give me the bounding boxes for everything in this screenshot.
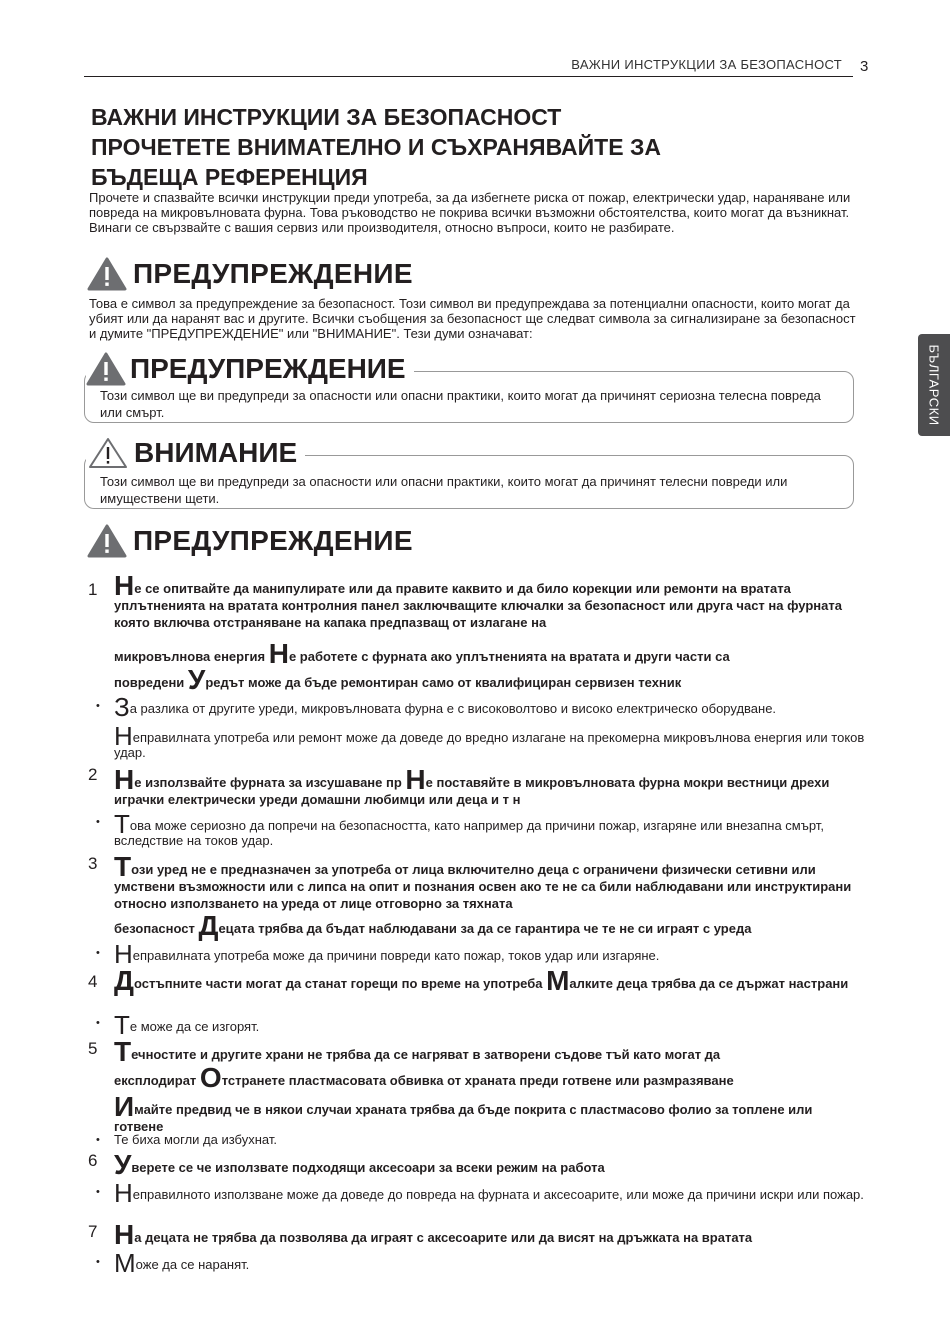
bullet: • <box>96 1134 100 1146</box>
drop-cap: Т <box>114 1010 130 1040</box>
item-1-part-5: Уредът може да бъде ремонтиран само от квалифициран сервизен техник <box>187 664 682 695</box>
drop-cap: Н <box>405 764 426 795</box>
drop-cap: Н <box>114 764 135 795</box>
item-1-part-3: Не работете с фурната ако уплътненията на вратата и други части са <box>268 638 730 669</box>
drop-cap: Н <box>114 1178 133 1208</box>
language-tab-label: БЪЛГАРСКИ <box>926 344 942 426</box>
item-number: 1 <box>88 580 98 599</box>
item-3-text-b <box>114 910 854 941</box>
drop-cap: Т <box>114 851 132 882</box>
drop-cap: З <box>114 692 130 722</box>
item-3-part-3: Децата трябва да бъдат наблюдавани за да се гарантира че те не си играят с уреда <box>198 910 752 941</box>
page-number: 3 <box>860 58 869 75</box>
item-6-text: Уверете се че използвате подходящи аксесоари за всеки режим на работа <box>114 1149 605 1180</box>
title-line-2: ПРОЧЕТЕТЕ ВНИМАТЕЛНО И СЪХРАНЯВАЙТЕ ЗА <box>91 134 661 160</box>
intro-paragraph: Прочете и спазвайте всички инструкции преди употреба, за да избегнете риска от пожар, електрически удар, нараняване или повреда на микровълновата фурна. Това ръководство не покрива всички възможни обстоятелства, които могат да възникнат. Винаги се свързвайте с вашия сервиз или производителя, относно въпроси, които не разбирате. <box>89 190 851 235</box>
drop-cap: Т <box>114 809 130 839</box>
item-5-text-b <box>114 1062 854 1093</box>
item-6-note: Неправилното използване може да доведе до повреда на фурната и аксесоарите, или може да причини искри или пожар. <box>114 1178 864 1208</box>
drop-cap: Н <box>114 1219 135 1250</box>
drop-cap: М <box>114 1248 136 1278</box>
item-2-note: Това може сериозно да попречи на безопасността, като например да причини пожар, изгаряне или внезапна смърт, вследствие на токов удар. <box>114 809 824 848</box>
item-7-note: Може да се наранят. <box>114 1248 250 1278</box>
box-warning-heading <box>86 352 414 386</box>
drop-cap: У <box>187 664 206 695</box>
item-number: 4 <box>88 972 98 991</box>
item-7-text: На децата не трябва да позволява да играят с аксесоарите или да висят на дръжката на вратата <box>114 1219 753 1250</box>
bullet: • <box>96 1256 100 1268</box>
item-4-part-2: Малките деца трябва да се държат настрани <box>546 965 849 996</box>
drop-cap: И <box>114 1091 135 1122</box>
item-number: 6 <box>88 1151 98 1170</box>
warning-heading-2-label: ПРЕДУПРЕЖДЕНИЕ <box>133 525 413 556</box>
item-1-text-b <box>114 638 854 669</box>
item-4-part-1: Достъпните части могат да станат горещи по време на употреба <box>114 965 547 996</box>
drop-cap: Н <box>114 721 133 751</box>
drop-cap: Т <box>114 1036 132 1067</box>
item-2-part-2: Не поставяйте в микровълновата фурна мокри вестници дрехи играчки електрически уреди домашни любимци или деца и т н <box>114 764 830 807</box>
drop-cap: Н <box>114 939 133 969</box>
caution-triangle-icon <box>86 436 130 470</box>
bullet: • <box>96 1186 100 1198</box>
item-1-part-4: повредени <box>114 675 188 690</box>
item-number: 3 <box>88 854 98 873</box>
box-warning-text: Този символ ще ви предупреди за опасности или опасни практики, които могат да причинят сериозна телесна повреда или смърт. <box>100 388 821 420</box>
symbol-explanation: Това е символ за предупреждение за безопасност. Този символ ви предупреждава за потенциални опасности, които могат да убият или да наранят вас и другите. Всички съобщения за безопасност ще следват символа за сигнализиране за безопасност и думите "ПРЕДУПРЕЖДЕНИЕ" или "ВНИМАНИЕ". Тези думи означават: <box>89 296 856 341</box>
item-4-text <box>114 965 854 996</box>
header-rule <box>84 76 853 77</box>
page-title <box>91 102 661 192</box>
warning-heading-2 <box>87 524 413 558</box>
running-header: ВАЖНИ ИНСТРУКЦИИ ЗА БЕЗОПАСНОСТ <box>571 57 842 72</box>
bullet: • <box>96 700 100 712</box>
item-5-part-2: експлодират <box>114 1073 200 1088</box>
item-2-part-1: Не използвайте фурната за изсушаване пр <box>114 764 406 795</box>
item-number: 2 <box>88 765 98 784</box>
box-caution-label: ВНИМАНИЕ <box>134 437 298 468</box>
item-5-part-3: Отстранете пластмасовата обвивка от храната преди готвене или размразяване <box>199 1062 734 1093</box>
box-caution-text: Този символ ще ви предупреди за опасности или опасни практики, които могат да причинят телесни повреди или имуществени щети. <box>100 474 788 506</box>
drop-cap: Н <box>268 638 289 669</box>
title-line-3: БЪДЕЩА РЕФЕРЕНЦИЯ <box>91 164 368 190</box>
item-3-part-2: безопасност <box>114 921 199 936</box>
bullet: • <box>96 1017 100 1029</box>
warning-triangle-icon <box>87 524 127 558</box>
drop-cap: Н <box>114 570 135 601</box>
item-number: 5 <box>88 1039 98 1058</box>
item-1-part-2: микровълнова енергия <box>114 649 269 664</box>
item-4-note: Те може да се изгорят. <box>114 1010 260 1040</box>
bullet: • <box>96 947 100 959</box>
drop-cap: Д <box>114 965 134 996</box>
warning-heading-1 <box>87 257 413 291</box>
drop-cap: М <box>546 965 570 996</box>
warning-heading-1-label: ПРЕДУПРЕЖДЕНИЕ <box>133 258 413 289</box>
drop-cap: Д <box>198 910 219 941</box>
warning-triangle-icon <box>87 257 127 291</box>
box-warning-label: ПРЕДУПРЕЖДЕНИЕ <box>130 353 406 384</box>
item-3-text-a: Този уред не е предназначен за употреба от лица включително деца с ограничени физически сетивни или умствени възможности или с липса на опит и познания освен ако те не са били наблюдавани или инструктирани относно използването на уреда от лице отговорно за тяхната <box>114 851 852 911</box>
item-number: 7 <box>88 1222 98 1241</box>
item-5-text-a: Течностите и другите храни не трябва да се нагряват в затворени съдове тъй като могат да <box>114 1036 721 1067</box>
item-2-text <box>114 764 854 808</box>
item-1-note-2: Неправилната употреба или ремонт може да доведе до вредно излагане на прекомерна микровълнова енергия или токов удар. <box>114 721 865 760</box>
warning-triangle-icon <box>86 352 126 386</box>
drop-cap: У <box>114 1149 132 1180</box>
item-1-text-a: Не се опитвайте да манипулирате или да правите каквито и да било корекции или ремонти на вратата уплътненията на вратата контролния панел заключващите ключалки за безопасност или друга част на фурната която включва отстраняване на капака предпазващ от излагане на <box>114 570 842 630</box>
title-line-1: ВАЖНИ ИНСТРУКЦИИ ЗА БЕЗОПАСНОСТ <box>91 104 562 130</box>
item-5-note: Те биха могли да избухнат. <box>114 1132 277 1147</box>
bullet: • <box>96 816 100 828</box>
item-1-text-c <box>114 664 854 695</box>
language-tab <box>918 334 950 436</box>
item-5-text-c: Имайте предвид че в някои случаи храната трябва да бъде покрита с пластмасово фолио за топлене или готвене <box>114 1091 813 1134</box>
box-caution-heading <box>86 436 305 470</box>
drop-cap: О <box>199 1062 222 1093</box>
item-3-note: Неправилната употреба може да причини повреди като пожар, токов удар или изгаряне. <box>114 939 660 969</box>
item-1-note-1: За разлика от другите уреди, микровълновата фурна е с високоволтово и високо електрическо оборудване. <box>114 692 777 722</box>
